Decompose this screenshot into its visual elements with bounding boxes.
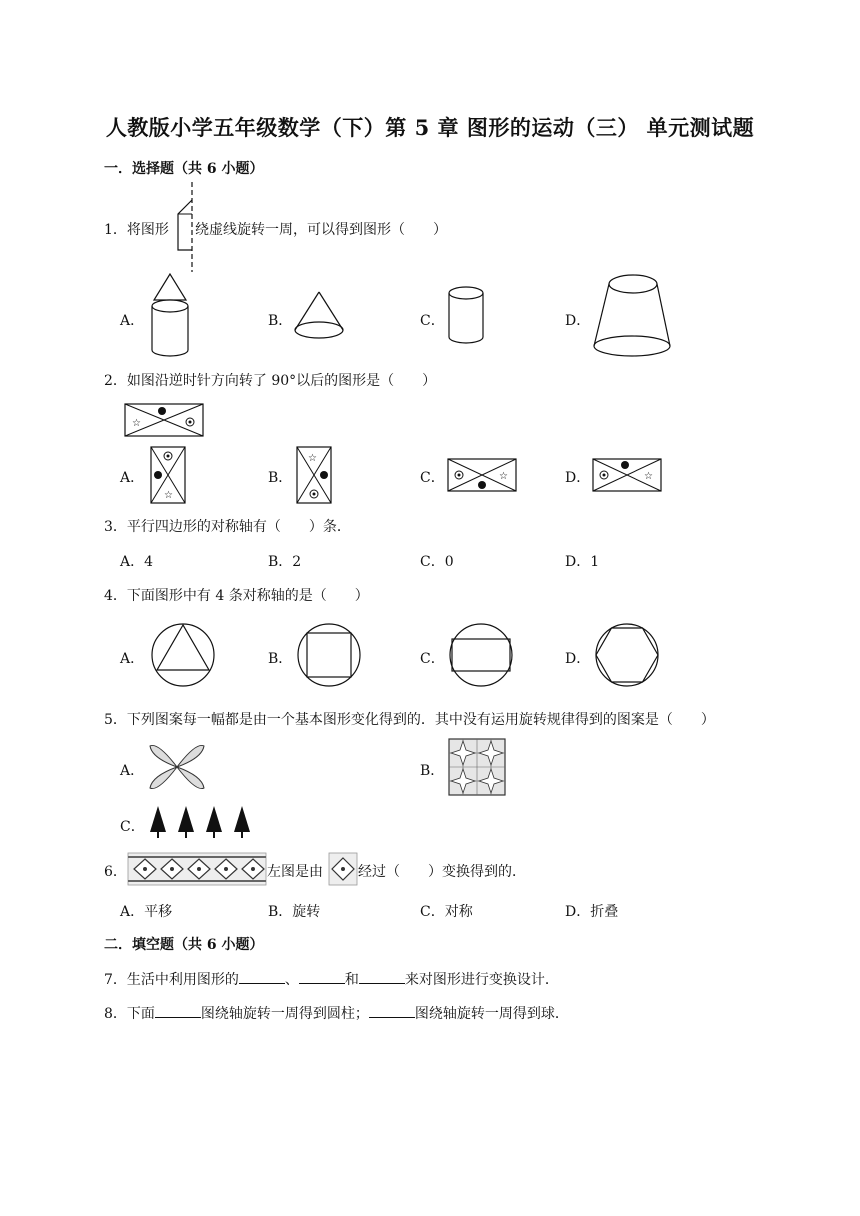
diamond-border-strip-figure xyxy=(128,853,266,885)
section-heading-fill: 二．填空题（共 6 小题） xyxy=(104,937,264,953)
cone-on-cylinder-figure xyxy=(148,272,192,360)
answer-blank-3[interactable] xyxy=(359,969,405,984)
option-c[interactable]: C．对称 xyxy=(420,904,473,920)
question-1-stem: 1．将图形 xyxy=(104,222,169,238)
svg-text:☆: ☆ xyxy=(644,471,653,482)
answer-blank-1[interactable] xyxy=(155,1003,201,1018)
rotated-figure-a xyxy=(150,446,186,504)
option-b-label[interactable]: B． xyxy=(420,763,445,779)
rotated-figure-c xyxy=(447,458,517,492)
question-6-stem: 左图是由 xyxy=(267,864,323,880)
option-b-label[interactable]: B． xyxy=(268,651,293,667)
question-8-part-b: 图绕轴旋转一周得到圆柱； xyxy=(200,1006,369,1022)
option-d-label[interactable]: D． xyxy=(565,470,591,486)
option-c-label[interactable]: C． xyxy=(120,819,145,835)
question-5-stem: 5．下列图案每一幅都是由一个基本图形变化得到的．其中没有运用旋转规律得到的图案是（ ） xyxy=(104,712,715,728)
frustum-figure xyxy=(590,270,674,362)
original-rectangle-figure xyxy=(124,403,204,437)
question-7-part-d: 来对图形进行变换设计． xyxy=(404,972,559,988)
question-8 xyxy=(104,1003,569,1023)
option-a-label[interactable]: A． xyxy=(120,651,145,667)
option-b-label[interactable]: B． xyxy=(268,470,293,486)
circle-hexagon-figure xyxy=(594,622,660,688)
question-7-part-c: 和 xyxy=(344,972,359,988)
diamond-tile-figure xyxy=(329,853,357,885)
option-a-label[interactable]: A． xyxy=(120,763,145,779)
svg-text:☆: ☆ xyxy=(499,471,508,482)
question-6-stem-end: 经过（ ）变换得到的． xyxy=(358,864,526,880)
option-b[interactable]: B．旋转 xyxy=(268,904,321,920)
question-8-part-c: 图绕轴旋转一周得到球． xyxy=(414,1006,569,1022)
svg-text:☆: ☆ xyxy=(164,490,173,501)
option-d-label[interactable]: D． xyxy=(565,651,591,667)
cylinder-figure xyxy=(446,285,486,347)
answer-blank-2[interactable] xyxy=(299,969,345,984)
cone-figure xyxy=(292,290,346,346)
option-b[interactable]: B．2 xyxy=(268,554,302,570)
question-1-stem-end: 绕虚线旋转一周，可以得到图形（ ） xyxy=(195,222,447,238)
question-8-part-a: 8．下面 xyxy=(104,1006,155,1022)
petal-pattern-figure xyxy=(146,738,208,796)
circle-rectangle-figure xyxy=(448,622,514,688)
option-d[interactable]: D．折叠 xyxy=(565,904,619,920)
star-tile-pattern-figure xyxy=(448,738,506,796)
section-heading-choice: 一．选择题（共 6 小题） xyxy=(104,161,264,177)
rotated-figure-b xyxy=(296,446,332,504)
answer-blank-1[interactable] xyxy=(239,969,285,984)
question-2-stem: 2．如图沿逆时针方向转了 90°以后的图形是（ ） xyxy=(104,373,437,389)
circle-square-figure xyxy=(296,622,362,688)
question-3-stem: 3．平行四边形的对称轴有（ ）条． xyxy=(104,519,351,535)
option-b-label[interactable]: B． xyxy=(268,313,293,329)
page-title: 人教版小学五年级数学（下）第 5 章 图形的运动（三） 单元测试题 xyxy=(105,115,755,140)
option-a-label[interactable]: A． xyxy=(120,313,145,329)
option-d[interactable]: D．1 xyxy=(565,554,600,570)
question-6-number: 6． xyxy=(104,864,127,880)
circle-triangle-figure xyxy=(150,622,216,688)
option-a-label[interactable]: A． xyxy=(120,470,145,486)
option-d-label[interactable]: D． xyxy=(565,313,591,329)
question-4-stem: 4．下面图形中有 4 条对称轴的是（ ） xyxy=(104,588,369,604)
option-c-label[interactable]: C． xyxy=(420,470,445,486)
question-7-part-a: 7．生活中利用图形的 xyxy=(104,972,239,988)
option-c[interactable]: C．0 xyxy=(420,554,454,570)
question-7 xyxy=(104,969,559,989)
rotated-figure-d xyxy=(592,458,662,492)
svg-text:☆: ☆ xyxy=(132,418,141,429)
question-7-part-b: 、 xyxy=(284,972,299,988)
answer-blank-2[interactable] xyxy=(369,1003,415,1018)
option-c-label[interactable]: C． xyxy=(420,313,445,329)
option-a[interactable]: A．4 xyxy=(120,554,154,570)
tree-row-figure xyxy=(148,806,254,838)
svg-text:☆: ☆ xyxy=(308,453,317,464)
option-c-label[interactable]: C． xyxy=(420,651,445,667)
option-a[interactable]: A．平移 xyxy=(120,904,173,920)
